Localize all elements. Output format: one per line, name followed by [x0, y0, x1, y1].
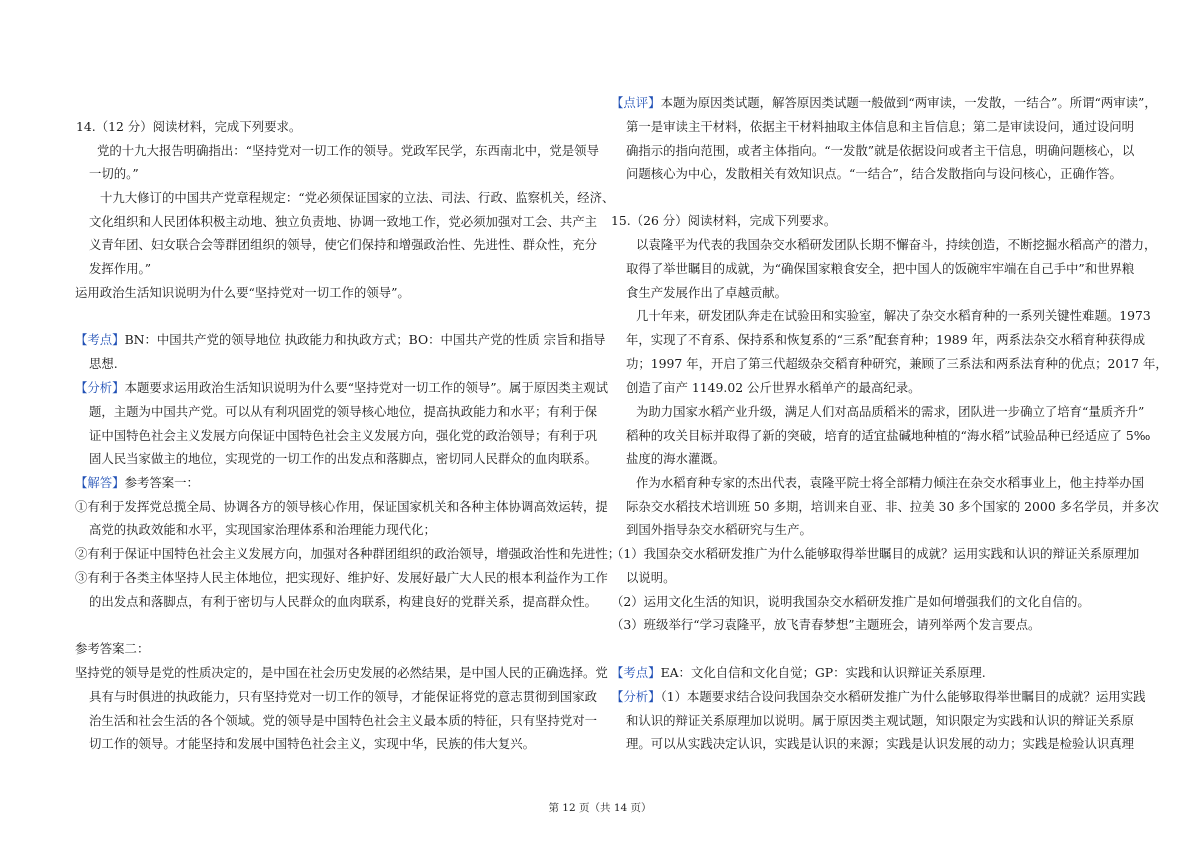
- left-fenxi-line: [75, 380, 608, 396]
- q14-material-1-line: 一切的。”: [89, 166, 139, 181]
- jieda-line: [75, 475, 199, 491]
- q15-heading: 15.（26 分）阅读材料，完成下列要求。: [611, 213, 837, 228]
- right-fenxi-line: [611, 689, 1145, 705]
- left-kaodian-line: [75, 332, 606, 348]
- q15-material-line: 功；1997 年，开启了第三代超级杂交稻育种研究，兼顾了三系法和两系法育种的优点；2017 年，: [626, 356, 1168, 371]
- right-fenxi-line: 理。可以从实践决定认识，实践是认识的来源；实践是认识发展的动力；实践是检验认识真理: [626, 736, 1135, 751]
- q15-material-line: 作为水稻育种专家的杰出代表，袁隆平院士将全部精力倾注在杂交水稻事业上，他主持举办国: [636, 475, 1145, 490]
- answer2-line: 治生活和社会生活的各个领域。党的领导是中国特色社会主义最本质的特征，只有坚持党对一: [89, 713, 598, 728]
- q14-material-1-line: 党的十九大报告明确指出：“坚持党对一切工作的领导。党政军民学，东西南北中，党是领导: [97, 143, 599, 158]
- answer-line: 的出发点和落脚点，有利于密切与人民群众的血肉联系，构建良好的党群关系，提高群众性。: [89, 594, 598, 609]
- q15-question-line: （2）运用文化生活的知识，说明我国杂交水稻研发推广是如何增强我们的文化自信的。: [611, 594, 1090, 609]
- q15-material-line: 为助力国家水稻产业升级，满足人们对高品质稻米的需求，团队进一步确立了培育“量质齐升”: [636, 404, 1145, 419]
- kaodian-tag: 【考点】: [75, 332, 125, 347]
- dianping-line: 第一是审读主干材料，依据主干材料抽取主体信息和主旨信息；第二是审读设问，通过设问明: [626, 119, 1135, 134]
- page-footer: [0, 800, 1200, 815]
- q15-question-line: 以说明。: [626, 570, 676, 585]
- left-fenxi-line: 证中国特色社会主义发展方向保证中国特色社会主义发展方向，强化党的政治领导；有利于巩: [89, 428, 598, 443]
- fenxi-tag: 【分析】: [75, 380, 125, 395]
- left-fenxi-line: 固人民当家做主的地位，实现党的一切工作的出发点和落脚点，密切同人民群众的血肉联系。: [89, 451, 598, 466]
- q15-material-line: 盐度的海水灌溉。: [626, 451, 726, 466]
- jieda-intro: 参考答案一：: [124, 475, 199, 490]
- right-kaodian-line: [611, 665, 986, 681]
- q15-material-line: 食生产发展作出了卓越贡献。: [626, 285, 788, 300]
- fenxi-text: 本题要求运用政治生活知识说明为什么要“坚持党对一切工作的领导”。属于原因类主观试: [124, 380, 609, 395]
- right-fenxi-line: 和认识的辩证关系原理加以说明。属于原因类主观试题，知识限定为实践和认识的辩证关系原: [626, 713, 1135, 728]
- page-number: 第 12 页（共 14 页）: [548, 802, 652, 814]
- dianping-tag: 【点评】: [611, 95, 661, 110]
- q15-material-line: 取得了举世瞩目的成就，为“确保国家粮食安全，把中国人的饭碗牢牢端在自己手中”和世界粮: [626, 261, 1135, 276]
- answer2-line: 切工作的领导。才能坚持和发展中国特色社会主义，实现中华，民族的伟大复兴。: [89, 736, 536, 751]
- answer-line: ③有利于各类主体坚持人民主体地位，把实现好、维护好、发展好最广大人民的根本利益作为工作: [75, 570, 608, 585]
- kaodian-tag: 【考点】: [611, 665, 661, 680]
- answer-line: ①有利于发挥党总揽全局、协调各方的领导核心作用，保证国家机关和各种主体协调高效运转，提: [75, 499, 608, 514]
- answer2-line: 具有与时俱进的执政能力，只有坚持党对一切工作的领导，才能保证将党的意志贯彻到国家政: [89, 689, 598, 704]
- jieda-tag: 【解答】: [75, 475, 125, 490]
- left-fenxi-line: 题，主题为中国共产党。可以从有利巩固党的领导核心地位，提高执政能力和水平；有利于保: [89, 404, 598, 419]
- fenxi-tag: 【分析】: [611, 689, 661, 704]
- answer-line: ②有利于保证中国特色社会主义发展方向，加强对各种群团组织的政治领导，增强政治性和先进性；: [75, 546, 621, 561]
- q15-material-line: 到国外指导杂交水稻研究与生产。: [626, 522, 812, 537]
- dianping-line: 确指示的指向范围，或者主体指向。“一发散”就是依据设问或者主干信息，明确问题核心，以: [626, 143, 1135, 158]
- q14-heading: 14.（12 分）阅读材料，完成下列要求。: [76, 119, 302, 134]
- q15-material-line: 稻种的攻关目标并取得了新的突破，培育的适宜盐碱地种植的“海水稻”试验品种已经适应了 5‰: [626, 428, 1151, 443]
- q14-material-2-line: 义青年团、妇女联合会等群团组织的领导，使它们保持和增强政治性、先进性、群众性，充分: [89, 237, 598, 252]
- q14-material-2-line: 发挥作用。”: [89, 261, 152, 276]
- dianping-line: 问题核心为中心，发散相关有效知识点。“一结合”，结合发散指向与设问核心，正确作答。: [626, 166, 1122, 181]
- q15-material-line: 几十年来，研发团队奔走在试验田和实验室，解决了杂交水稻育种的一系列关键性难题。1973: [636, 308, 1151, 323]
- dianping-line: [611, 95, 1157, 111]
- q15-material-line: 年，实现了不育系、保持系和恢复系的“三系”配套育种；1989 年，两系法杂交水稻育种获得成: [626, 332, 1145, 347]
- fenxi-text: （1）本题要求结合设问我国杂交水稻研发推广为什么能够取得举世瞩目的成就？运用实践: [660, 689, 1146, 704]
- kaodian-text: EA：文化自信和文化自觉；GP：实践和认识辩证关系原理.: [660, 665, 986, 680]
- q14-material-2-line: 文化组织和人民团体积极主动地、独立负责地、协调一致地工作，党必须加强对工会、共产主: [89, 214, 598, 229]
- q15-question-line: （3）班级举行“学习袁隆平，放飞青春梦想”主题班会，请列举两个发言要点。: [611, 617, 1041, 632]
- dianping-text: 本题为原因类试题，解答原因类试题一般做到“两审读，一发散，一结合”。所谓“两审读”，: [660, 95, 1157, 110]
- answer-line: 高党的执政效能和水平，实现国家治理体系和治理能力现代化；: [89, 522, 436, 537]
- answer2-title: 参考答案二：: [75, 641, 150, 656]
- q14-material-2-line: 十九大修订的中国共产党章程规定：“党必须保证国家的立法、司法、行政、监察机关，经济、: [100, 190, 615, 205]
- q15-material-line: 创造了亩产 1149.02 公斤世界水稻单产的最高纪录。: [626, 380, 921, 395]
- answer2-line: 坚持党的领导是党的性质决定的，是中国在社会历史发展的必然结果，是中国人民的正确选择。党: [75, 665, 608, 680]
- q15-material-line: 以袁隆平为代表的我国杂交水稻研发团队长期不懈奋斗，持续创造，不断挖掘水稻高产的潜力，: [636, 237, 1157, 252]
- q15-question-line: （1）我国杂交水稻研发推广为什么能够取得举世瞩目的成就？运用实践和认识的辩证关系原理加: [611, 546, 1140, 561]
- left-kaodian-line: 思想.: [89, 356, 118, 371]
- kaodian-text: BN：中国共产党的领导地位 执政能力和执政方式；BO：中国共产党的性质 宗旨和指导: [124, 332, 606, 347]
- q15-material-line: 际杂交水稻技术培训班 50 多期，培训来自亚、非、拉美 30 多个国家的 2000 多名学员，并多次: [626, 499, 1159, 514]
- q14-question: 运用政治生活知识说明为什么要“坚持党对一切工作的领导”。: [75, 285, 410, 300]
